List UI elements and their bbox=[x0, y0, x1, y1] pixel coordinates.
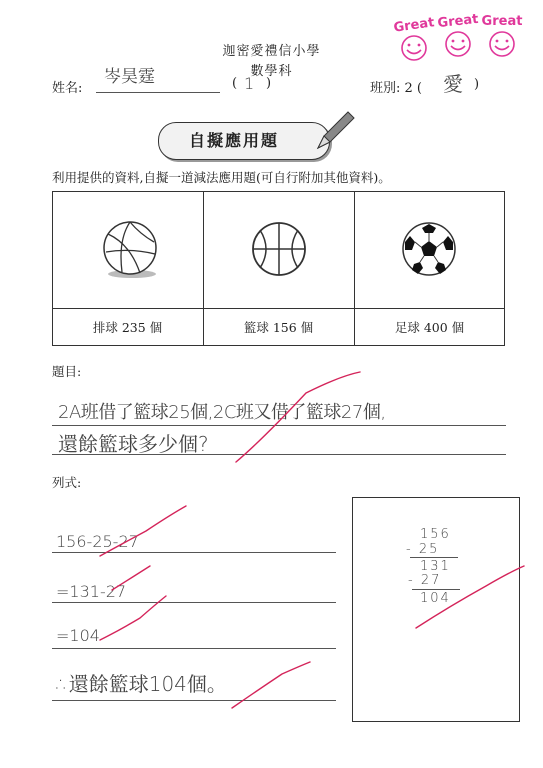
vertical-row: - 25 bbox=[406, 542, 440, 557]
check-mark-icon bbox=[100, 506, 186, 556]
stamp-text: Great bbox=[436, 11, 480, 32]
stamp-text: Great bbox=[481, 14, 523, 29]
working-step2: =131-27 bbox=[56, 582, 127, 601]
volleyball-label: 排球 235 個 bbox=[92, 320, 163, 335]
vertical-row: 156 bbox=[420, 527, 451, 542]
soccer-ball-label: 足球 400 個 bbox=[394, 320, 465, 335]
class-value: 愛 bbox=[443, 72, 463, 96]
school-name: 迦密愛禮信小學 bbox=[222, 44, 321, 59]
name-label: 姓名: bbox=[52, 81, 83, 96]
vertical-row: 104 bbox=[420, 591, 451, 606]
check-mark-icon bbox=[112, 566, 150, 590]
name-value: 岑昊霆 bbox=[104, 67, 155, 87]
check-mark-icon bbox=[416, 566, 524, 628]
question-label: 題目: bbox=[52, 364, 82, 379]
stamp-text: Great bbox=[392, 15, 436, 36]
working-step1: 156-25-27 bbox=[56, 532, 139, 551]
class-label: 班別: 2 ( bbox=[370, 81, 422, 96]
question-line1: 2A班借了籃球25個,2C班又借了籃球27個, bbox=[58, 402, 386, 423]
basketball-label: 籃球 156 個 bbox=[243, 320, 314, 335]
working-step3: =104 bbox=[56, 626, 100, 645]
banner-title: 自擬應用題 bbox=[188, 131, 279, 150]
check-mark-icon bbox=[100, 596, 166, 640]
number-close: ) bbox=[266, 76, 272, 91]
answer-text: ∴還餘籃球104個。 bbox=[56, 672, 227, 696]
question-line2: 還餘籃球多少個? bbox=[58, 432, 209, 456]
working-label: 列式: bbox=[52, 475, 82, 490]
instruction-text: 利用提供的資料,自擬一道減法應用題(可自行附加其他資料)。 bbox=[52, 170, 391, 185]
vertical-row: - 27 bbox=[408, 573, 442, 588]
vertical-row: 131 bbox=[420, 559, 451, 574]
number-value: 1 bbox=[244, 74, 255, 93]
subject-name: 數學科 bbox=[250, 64, 293, 79]
number-open: ( bbox=[232, 76, 238, 91]
check-mark-icon bbox=[232, 662, 310, 708]
class-close: ) bbox=[474, 77, 480, 92]
check-mark-icon bbox=[236, 372, 360, 462]
